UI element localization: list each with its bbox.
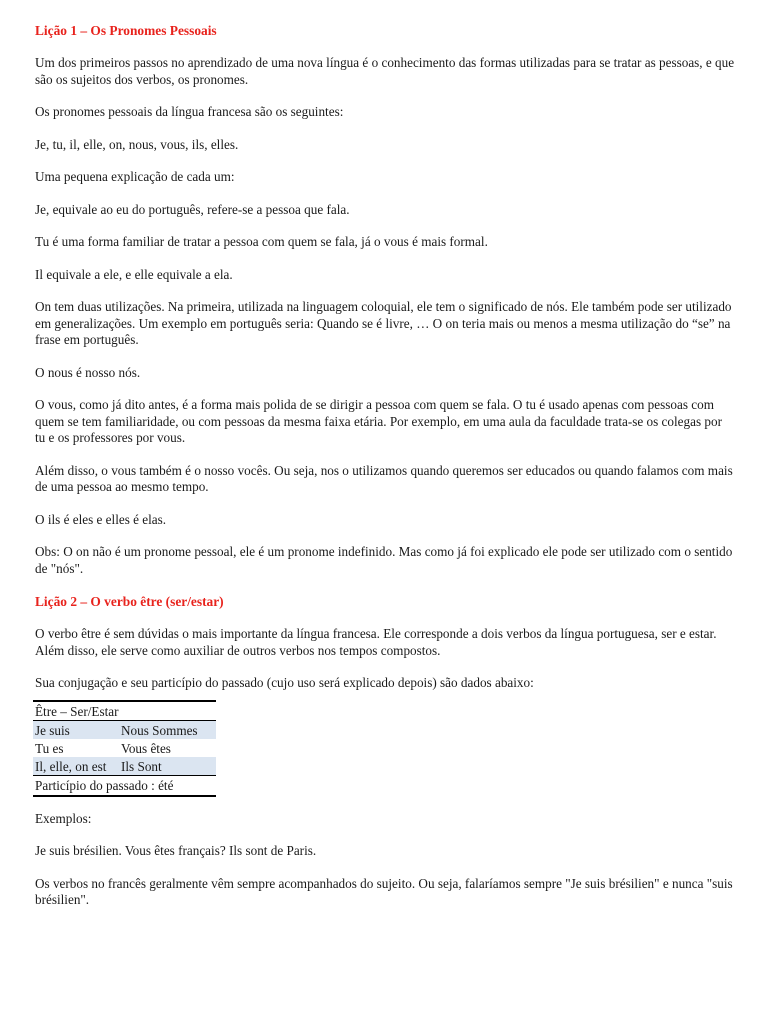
paragraph: Um dos primeiros passos no aprendizado de uma nova língua é o conhecimento das formas utilizadas para se tratar as pessoas, e que são os sujeitos dos verbos, os pronomes.: [35, 55, 735, 87]
conjugation-table: [33, 700, 216, 797]
table-cell: Tu es: [35, 740, 64, 756]
lesson2-title: Lição 2 – O verbo être (ser/estar): [35, 594, 224, 609]
paragraph: Sua conjugação e seu particípio do passado (cujo uso será explicado depois) são dados abaixo:: [35, 675, 534, 690]
paragraph: Je, tu, il, elle, on, nous, vous, ils, elles.: [35, 136, 239, 152]
paragraph: Exemplos:: [35, 810, 92, 826]
table-row: [33, 720, 216, 739]
table-row: [33, 739, 216, 757]
lesson1-title: Lição 1 – Os Pronomes Pessoais: [35, 23, 217, 38]
paragraph: O verbo être é sem dúvidas o mais importante da língua francesa. Ele corresponde a dois verbos da língua portuguesa, ser e estar. Além disso, ele serve como auxiliar de outros verbos nos tempos compostos.: [35, 626, 717, 658]
paragraph: Tu é uma forma familiar de tratar a pessoa com quem se fala, já o vous é mais formal.: [35, 234, 488, 249]
paragraph: O nous é nosso nós.: [35, 364, 141, 380]
paragraph: Il equivale a ele, e elle equivale a ela.: [35, 266, 233, 282]
table-header: Être – Ser/Estar: [33, 701, 216, 721]
paragraph: Os verbos no francês geralmente vêm sempre acompanhados do sujeito. Ou seja, falaríamos sempre "Je suis brésilien" e nunca "suis brésilien".: [35, 875, 733, 907]
paragraph: Je suis brésilien. Vous êtes français? Ils sont de Paris.: [35, 843, 317, 858]
paragraph: O ils é eles e elles é elas.: [35, 511, 167, 527]
paragraph: Os pronomes pessoais da língua francesa são os seguintes:: [35, 104, 344, 119]
paragraph: Obs: O on não é um pronome pessoal, ele é um pronome indefinido. Mas como já foi explicado ele pode ser utilizado com o sentido de "nós".: [35, 544, 733, 576]
table-cell: Je suis: [33, 720, 119, 739]
table-cell: Ils Sont: [119, 757, 216, 776]
paragraph: On tem duas utilizações. Na primeira, utilizada na linguagem coloquial, ele tem o significado de nós. Ele também pode ser utilizado em generalizações. Um exemplo em português seria: Quando se é livre, … O on teria mais ou menos a mesma utilização do “se” na frase em português.: [35, 299, 732, 347]
paragraph: Uma pequena explicação de cada um:: [35, 169, 235, 184]
paragraph: Je, equivale ao eu do português, refere-se a pessoa que fala.: [35, 201, 350, 217]
table-footer-row: [33, 775, 216, 796]
table-cell: Nous Sommes: [119, 720, 216, 739]
table-footer: Particípio do passado : été: [33, 775, 216, 796]
document-page: [35, 22, 735, 925]
table-cell: Vous êtes: [121, 740, 171, 756]
paragraph: O vous, como já dito antes, é a forma mais polida de se dirigir a pessoa com quem se fala. O tu é usado apenas com pessoas com quem se tem familiaridade, ou com pessoas da mesma faixa etária. Por exemplo, em uma aula da faculdade trata-se os colegas por tu e os professores por vous.: [35, 397, 722, 445]
table-row: [33, 757, 216, 776]
table-header-row: [33, 701, 216, 721]
paragraph: Além disso, o vous também é o nosso vocês. Ou seja, nos o utilizamos quando queremos ser educados ou quando falamos com mais de uma pessoa ao mesmo tempo.: [35, 462, 733, 494]
table-cell: Il, elle, on est: [33, 757, 119, 776]
